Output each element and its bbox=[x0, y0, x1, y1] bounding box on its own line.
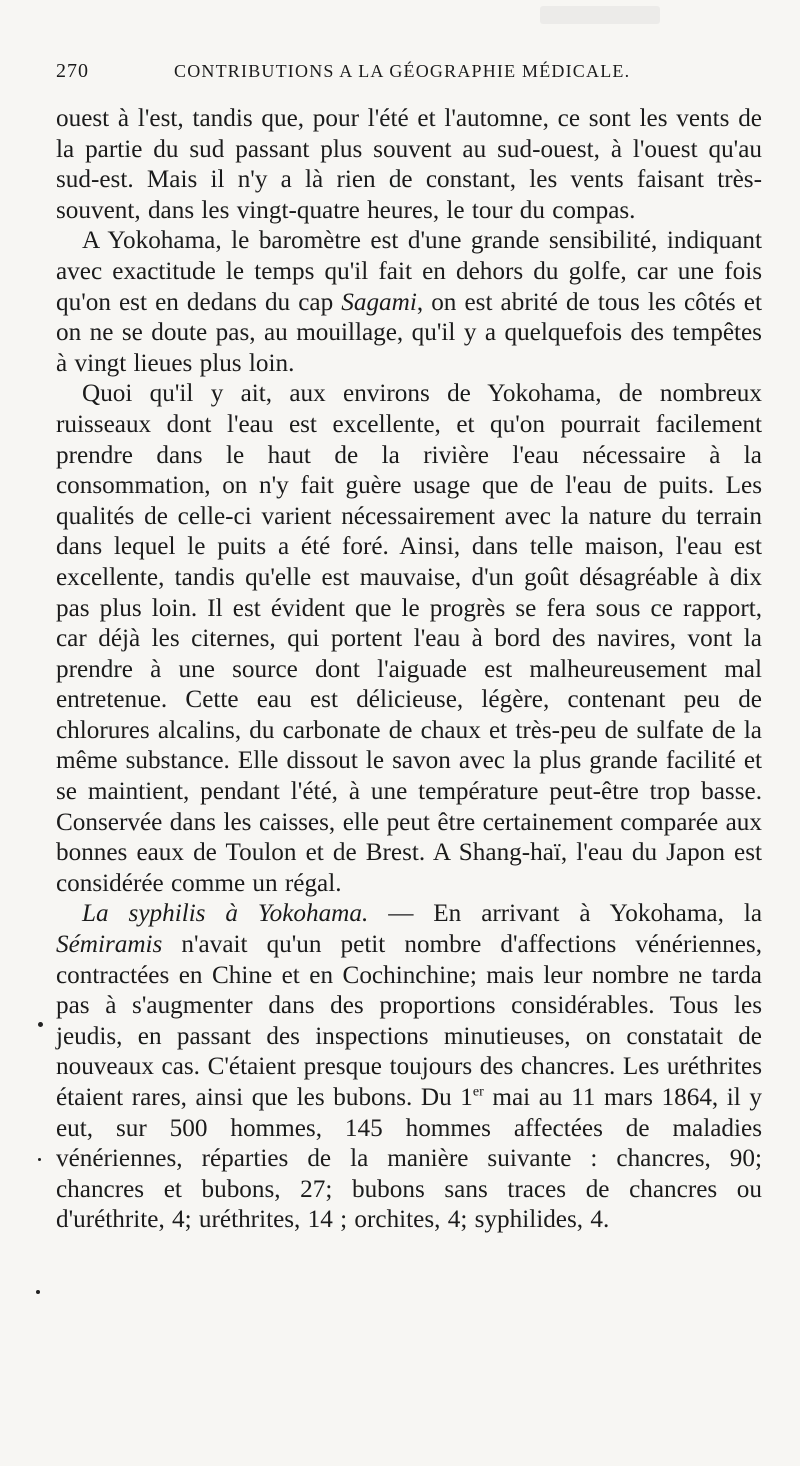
ship-name: Sémiramis bbox=[56, 931, 163, 959]
paragraph-winds-text: ouest à l'est, tandis que, pour l'été et l'automne, ce sont les vents de la partie du sud passant plus souvent au sud-ouest, à l'ouest qu'au sud-est. Mais il n'y a là rien de constant, les vents faisant très-souvent, dans les vingt-quatre heures, le tour du compas. bbox=[56, 105, 762, 224]
page-number: 270 bbox=[56, 60, 89, 82]
bleed-through-mark bbox=[540, 6, 660, 24]
paragraph-water-text: Quoi qu'il y ait, aux environs de Yokohama, de nombreux ruisseaux dont l'eau est excellente, et qu'on pourrait facilement prendre dans le haut de la rivière l'eau nécessaire à la consommation, on n'y fait guère usage que de l'eau de puits. Les qualités de celle-ci varient nécessairement avec la nature du terrain dans lequel le puits a été foré. Ainsi, dans telle maison, l'eau est excellente, tandis qu'elle est mauvaise, d'un goût désagréable à dix pas plus loin. Il est évident que le progrès se fera sous ce rapport, car déjà les citernes, qui portent l'eau à bord des navires, vont la prendre à une source dont l'aiguade est malheureusement mal entretenue. Cette eau est délicieuse, légère, contenant peu de chlorures alcalins, du carbonate de chaux et très-peu de sulfate de la même substance. Elle dissout le savon avec la plus grande facilité et se maintient, pendant l'été, à une température peut-être trop basse. Conservée dans les caisses, elle peut être certainement comparée aux bonnes eaux de Toulon et de Brest. A Shang-haï, l'eau du Japon est considérée comme un régal. bbox=[56, 380, 762, 897]
barometer-text-b: , on est abrité de tous les côtés et on ne se doute pas, au mouillage, qu'il y a quelquefois des tempêtes à vingt lieues plus loin. bbox=[56, 288, 762, 377]
paragraph-syphilis bbox=[56, 899, 762, 1236]
paragraph-water bbox=[56, 379, 762, 899]
running-title: CONTRIBUTIONS A LA GÉOGRAPHIE MÉDICALE. bbox=[174, 61, 631, 81]
syphilis-text-c: mai au 11 mars 1864, il y eut, sur 500 hommes, 145 hommes affectées de maladies vénériennes, réparties de la manière suivante : chancres, 90; chancres et bubons, 27; bubons sans traces de chancres ou d'uréthrite, 4; uréthrites, 14 ; orchites, 4; syphilides, 4. bbox=[56, 1084, 762, 1234]
syphilis-text-b: n'avait qu'un petit nombre d'affections vénériennes, contractées en Chine et en Cochinchine; mais leur nombre ne tarda pas à s'augmenter dans des proportions considérables. Tous les jeudis, en passant des inspections minutieuses, on constatait de nouveaux cas. C'étaient presque toujours des chancres. Les uréthrites étaient rares, ainsi que les bubons. Du 1 bbox=[56, 931, 762, 1111]
ordinal-superscript: er bbox=[472, 1084, 484, 1100]
speck bbox=[36, 1290, 40, 1294]
speck bbox=[38, 1158, 41, 1161]
paragraph-winds bbox=[56, 104, 762, 226]
cape-name: Sagami bbox=[341, 288, 417, 316]
body-text bbox=[56, 104, 762, 1236]
speck bbox=[38, 1022, 43, 1027]
paragraph-barometer bbox=[56, 226, 762, 379]
syphilis-text-a: — En arrivant à Yokohama, la bbox=[368, 900, 762, 928]
section-heading: La syphilis à Yokohama. bbox=[82, 900, 369, 928]
barometer-text-a: A Yokohama, le baromètre est d'une grande sensibilité, indiquant avec exactitude le temps qu'il fait en dehors du golfe, car une fois qu'on est en dedans du cap bbox=[56, 227, 762, 316]
page-header bbox=[56, 60, 768, 94]
